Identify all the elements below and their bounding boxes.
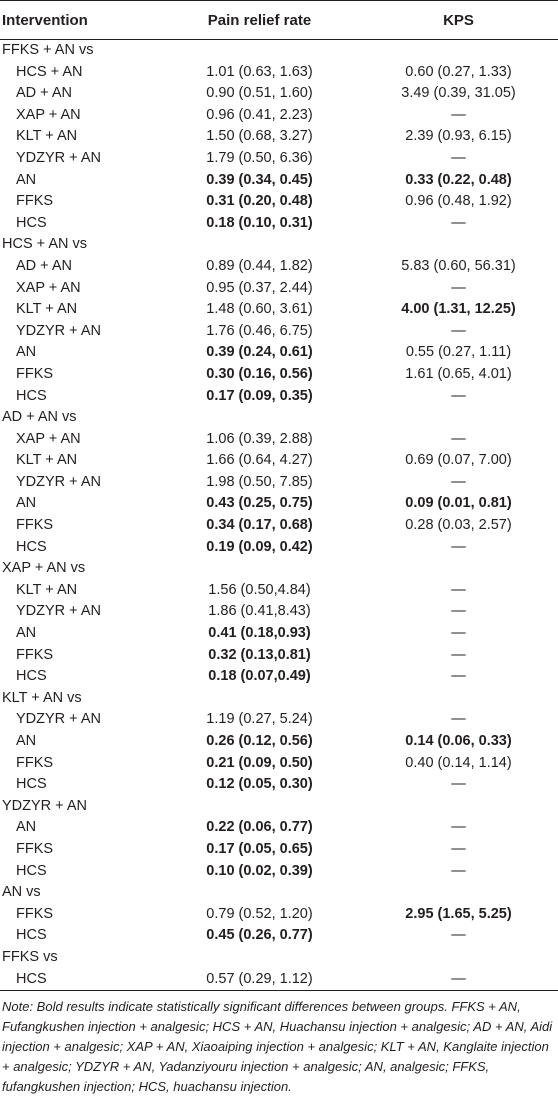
intervention-cell: FFKS	[16, 754, 54, 771]
intervention-cell: YDZYR + AN	[16, 603, 102, 620]
pain-relief-cell: 1.48 (0.60, 3.61)	[206, 301, 313, 318]
intervention-cell: FFKS	[16, 193, 54, 210]
pain-relief-cell: 1.19 (0.27, 5.24)	[206, 711, 313, 728]
pain-relief-cell: 0.95 (0.37, 2.44)	[206, 279, 313, 296]
intervention-cell: KLT + AN	[16, 581, 78, 598]
table-row	[0, 709, 558, 731]
pain-relief-cell: 0.17 (0.09, 0.35)	[206, 387, 313, 404]
header-intervention: Intervention	[0, 1, 160, 40]
intervention-cell: AN	[16, 625, 37, 642]
table-row	[0, 148, 558, 170]
pain-relief-cell: 0.32 (0.13,0.81)	[208, 646, 311, 663]
kps-cell: —	[451, 646, 466, 663]
intervention-cell: HCS	[16, 214, 47, 231]
intervention-cell: KLT + AN	[16, 301, 78, 318]
table-body	[0, 40, 558, 991]
kps-cell: —	[451, 625, 466, 642]
pain-relief-cell	[160, 407, 359, 429]
kps-cell: 1.61 (0.65, 4.01)	[405, 365, 512, 382]
pain-relief-cell: 0.39 (0.24, 0.61)	[206, 344, 313, 361]
kps-cell	[359, 688, 558, 710]
group-header-row	[0, 947, 558, 969]
table-row	[0, 62, 558, 84]
pain-relief-cell: 0.96 (0.41, 2.23)	[206, 106, 313, 123]
intervention-cell: AN	[16, 495, 37, 512]
intervention-cell: FFKS	[16, 517, 54, 534]
group-header-row	[0, 234, 558, 256]
group-header-row	[0, 558, 558, 580]
table-row	[0, 364, 558, 386]
intervention-cell: YDZYR + AN	[16, 711, 102, 728]
pain-relief-cell: 1.98 (0.50, 7.85)	[206, 473, 313, 490]
kps-cell	[359, 40, 558, 62]
intervention-cell: AN	[16, 344, 37, 361]
kps-cell: —	[451, 603, 466, 620]
kps-cell	[359, 947, 558, 969]
table-row	[0, 299, 558, 321]
intervention-cell: HCS	[16, 776, 47, 793]
kps-cell: —	[451, 538, 466, 555]
kps-cell: 2.95 (1.65, 5.25)	[405, 905, 512, 922]
pain-relief-cell: 0.39 (0.34, 0.45)	[206, 171, 313, 188]
pain-relief-cell	[160, 558, 359, 580]
pain-relief-cell: 0.41 (0.18,0.93)	[208, 625, 311, 642]
kps-cell: —	[451, 927, 466, 944]
intervention-cell: YDZYR + AN	[16, 149, 102, 166]
pain-relief-cell: 0.17 (0.05, 0.65)	[206, 840, 313, 857]
table-row	[0, 83, 558, 105]
kps-cell	[359, 234, 558, 256]
intervention-cell: FFKS + AN vs	[2, 42, 94, 58]
pain-relief-cell: 0.31 (0.20, 0.48)	[206, 193, 313, 210]
intervention-cell: AN	[16, 733, 37, 749]
pain-relief-cell: 0.30 (0.16, 0.56)	[206, 365, 313, 382]
pain-relief-cell: 1.50 (0.68, 3.27)	[206, 128, 313, 145]
table-row	[0, 623, 558, 645]
table-row	[0, 170, 558, 192]
table-row	[0, 515, 558, 537]
pain-relief-cell: 1.76 (0.46, 6.75)	[206, 322, 313, 339]
group-header-row	[0, 882, 558, 904]
intervention-cell: KLT + AN	[16, 128, 78, 145]
kps-cell: —	[451, 387, 466, 404]
intervention-cell: FFKS	[16, 840, 54, 857]
kps-cell: 4.00 (1.31, 12.25)	[401, 301, 516, 318]
table-row	[0, 817, 558, 839]
intervention-cell: FFKS	[16, 646, 54, 663]
pain-relief-cell: 0.19 (0.09, 0.42)	[206, 538, 313, 555]
intervention-cell: YDZYR + AN	[2, 797, 88, 814]
pain-relief-cell: 0.22 (0.06, 0.77)	[206, 819, 313, 836]
pain-relief-cell: 0.79 (0.52, 1.20)	[206, 905, 313, 922]
table-row	[0, 645, 558, 667]
kps-cell: 0.40 (0.14, 1.14)	[405, 754, 512, 771]
kps-cell: 0.96 (0.48, 1.92)	[405, 193, 512, 210]
intervention-cell: XAP + AN	[16, 430, 81, 447]
kps-cell: —	[451, 840, 466, 857]
group-header-row	[0, 688, 558, 710]
intervention-cell: HCS	[16, 387, 47, 404]
kps-cell: 0.14 (0.06, 0.33)	[405, 733, 512, 749]
kps-cell: —	[451, 473, 466, 490]
pain-relief-cell: 0.26 (0.12, 0.56)	[206, 733, 313, 749]
pain-relief-cell: 0.10 (0.02, 0.39)	[206, 862, 313, 879]
kps-cell: 0.28 (0.03, 2.57)	[405, 517, 512, 534]
kps-cell: —	[359, 969, 558, 991]
intervention-cell: AN	[16, 171, 37, 188]
pain-relief-cell	[160, 796, 359, 818]
pain-relief-cell: 1.56 (0.50,4.84)	[208, 581, 311, 598]
table-footnote: Note: Bold results indicate statistically significant differences between groups. FFKS + AN, Fufangkushen injection + analgesic; HCS + AN, Huachansu injection + analgesic; AD + AN, Aidi injection + analgesic; XAP + AN, Xiaoaiping injection + analgesic; KLT + AN, Kanglaite injection + analgesic; YDZYR + AN, Yadanziyouru injection + analgesic; AN, analgesic; FFKS, fufangkushen injection; HCS, huachansu injection.	[2, 999, 553, 1095]
intervention-cell: HCS	[0, 969, 160, 991]
table-row	[0, 126, 558, 148]
kps-cell: —	[451, 819, 466, 836]
kps-cell: —	[451, 106, 466, 123]
table-row	[0, 386, 558, 408]
pain-relief-cell: 1.01 (0.63, 1.63)	[206, 63, 313, 80]
header-kps: KPS	[359, 1, 558, 40]
intervention-cell: KLT + AN	[16, 452, 78, 469]
table-row	[0, 925, 558, 947]
intervention-cell: YDZYR + AN	[16, 322, 102, 339]
intervention-cell: HCS	[16, 927, 47, 944]
kps-cell: —	[451, 776, 466, 793]
table-row	[0, 731, 558, 753]
table-row	[0, 493, 558, 515]
kps-cell: 0.55 (0.27, 1.11)	[405, 344, 512, 361]
pain-relief-cell: 0.57 (0.29, 1.12)	[160, 969, 359, 991]
kps-cell: 0.09 (0.01, 0.81)	[405, 495, 512, 512]
pain-relief-cell: 0.18 (0.07,0.49)	[208, 668, 311, 685]
table-row	[0, 278, 558, 300]
pain-relief-cell: 0.45 (0.26, 0.77)	[206, 927, 313, 944]
table-row	[0, 580, 558, 602]
table-row	[0, 213, 558, 235]
table-row	[0, 904, 558, 926]
pain-relief-cell: 0.18 (0.10, 0.31)	[206, 214, 313, 231]
kps-cell: —	[451, 581, 466, 598]
intervention-cell: AD + AN vs	[2, 409, 77, 426]
pain-relief-cell: 0.12 (0.05, 0.30)	[206, 776, 313, 793]
intervention-cell: FFKS	[16, 365, 54, 382]
intervention-cell: FFKS	[16, 905, 54, 922]
table-row	[0, 472, 558, 494]
table-row	[0, 105, 558, 127]
pain-relief-cell: 1.79 (0.50, 6.36)	[206, 149, 313, 166]
intervention-cell: HCS + AN vs	[2, 236, 88, 253]
pain-relief-cell: 0.43 (0.25, 0.75)	[206, 495, 313, 512]
kps-cell: 0.69 (0.07, 7.00)	[405, 452, 512, 469]
kps-cell: 0.60 (0.27, 1.33)	[405, 63, 512, 80]
group-header-row	[0, 407, 558, 429]
pain-relief-cell: 0.21 (0.09, 0.50)	[206, 754, 313, 771]
table-row	[0, 256, 558, 278]
intervention-cell: YDZYR + AN	[16, 473, 102, 490]
kps-cell	[359, 407, 558, 429]
table-row	[0, 666, 558, 688]
intervention-cell: XAP + AN	[16, 279, 81, 296]
intervention-cell: HCS	[16, 862, 47, 879]
intervention-cell: HCS	[16, 668, 47, 685]
kps-cell: —	[451, 430, 466, 447]
intervention-cell: XAP + AN	[16, 106, 81, 123]
pain-relief-cell	[160, 40, 359, 62]
table-row	[0, 429, 558, 451]
group-header-row	[0, 796, 558, 818]
table-row	[0, 191, 558, 213]
kps-cell	[359, 558, 558, 580]
pain-relief-cell: 1.06 (0.39, 2.88)	[206, 430, 313, 447]
pain-relief-cell: 1.66 (0.64, 4.27)	[206, 452, 313, 469]
table-row	[0, 601, 558, 623]
intervention-cell: AN vs	[2, 884, 41, 901]
intervention-cell: XAP + AN vs	[2, 560, 86, 577]
pain-relief-cell: 0.89 (0.44, 1.82)	[206, 257, 313, 274]
header-row	[0, 1, 558, 40]
intervention-cell: AN	[16, 819, 37, 836]
kps-cell: —	[451, 322, 466, 339]
kps-cell	[359, 882, 558, 904]
intervention-cell: AD + AN	[16, 85, 73, 102]
kps-cell: —	[451, 279, 466, 296]
kps-cell: —	[451, 862, 466, 879]
kps-cell: 3.49 (0.39, 31.05)	[401, 85, 516, 102]
table-row	[0, 537, 558, 559]
table-row	[0, 969, 558, 991]
intervention-cell: AD + AN	[16, 257, 73, 274]
kps-cell	[359, 796, 558, 818]
group-header-row	[0, 40, 558, 62]
pain-relief-cell	[160, 234, 359, 256]
kps-cell: —	[451, 711, 466, 728]
table-row	[0, 839, 558, 861]
pain-relief-cell: 0.90 (0.51, 1.60)	[206, 85, 313, 102]
table-header	[0, 1, 558, 40]
table-row	[0, 774, 558, 796]
kps-cell: —	[451, 149, 466, 166]
header-pain-relief-rate: Pain relief rate	[160, 1, 359, 40]
kps-cell: 2.39 (0.93, 6.15)	[405, 128, 512, 145]
kps-cell: 5.83 (0.60, 56.31)	[401, 257, 516, 274]
pain-relief-cell	[160, 947, 359, 969]
intervention-cell: KLT + AN vs	[2, 689, 82, 706]
table-row	[0, 861, 558, 883]
table-row	[0, 342, 558, 364]
kps-cell: —	[451, 214, 466, 231]
pain-relief-cell: 1.86 (0.41,8.43)	[208, 603, 311, 620]
pain-relief-cell	[160, 688, 359, 710]
intervention-cell: HCS + AN	[16, 63, 83, 80]
table-row	[0, 753, 558, 775]
pain-relief-cell	[160, 882, 359, 904]
intervention-cell: HCS	[16, 538, 47, 555]
pain-relief-cell: 0.34 (0.17, 0.68)	[206, 517, 313, 534]
kps-cell: —	[451, 668, 466, 685]
table-row	[0, 450, 558, 472]
intervention-cell: FFKS vs	[2, 948, 58, 965]
kps-cell: 0.33 (0.22, 0.48)	[405, 171, 512, 188]
table-row	[0, 321, 558, 343]
